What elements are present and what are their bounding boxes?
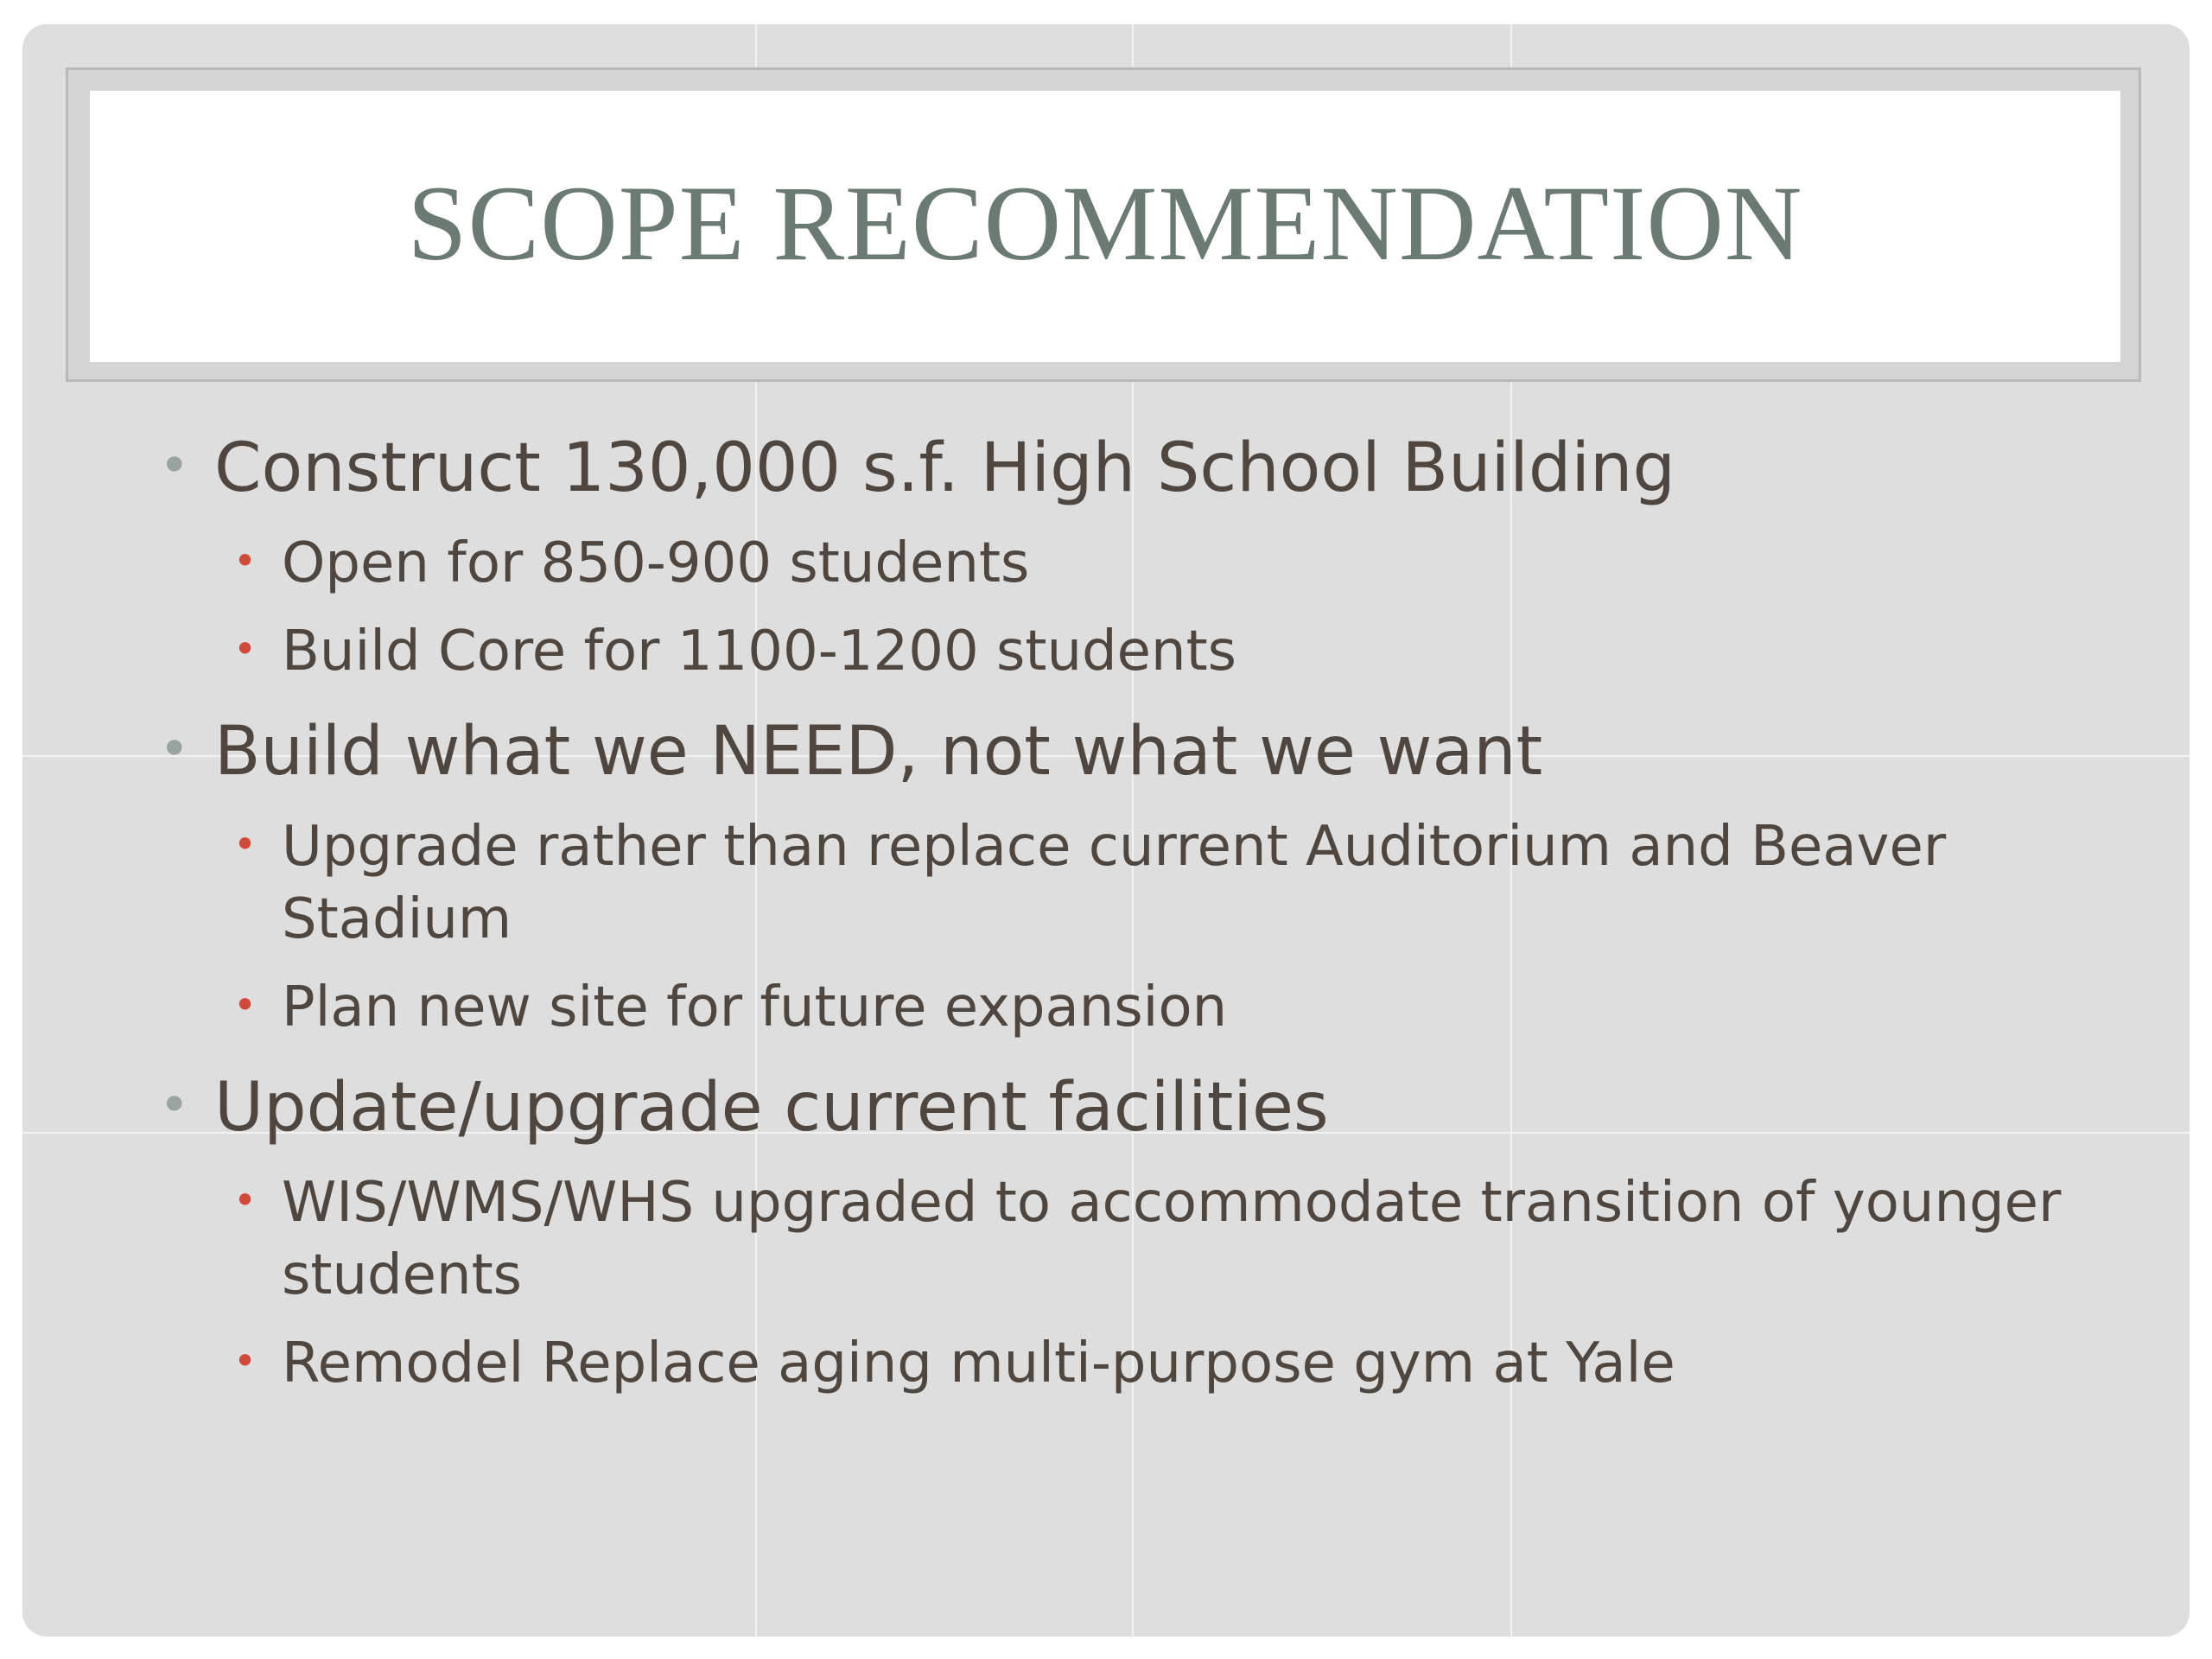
sub-bullet-item — [233, 1166, 2065, 1312]
sub-bullet-marker: • — [233, 537, 257, 584]
sub-bullet-text: Remodel Replace aging multi-purpose gym at Yale — [282, 1332, 1675, 1395]
bullet-text: Update/upgrade current facilities — [214, 1069, 1329, 1147]
sub-bullet-marker: • — [233, 821, 257, 868]
sub-bullet-item — [233, 527, 1029, 600]
sub-bullet-marker: • — [233, 626, 257, 672]
sub-bullet-text: Upgrade rather than replace current Auditorium and Beaver Stadium — [282, 815, 1947, 951]
bullet-item — [159, 1066, 1329, 1149]
bullet-list — [22, 24, 2190, 1637]
sub-bullet-marker: • — [233, 1177, 257, 1224]
bullet-item — [159, 710, 1542, 793]
slide — [22, 24, 2190, 1637]
sub-bullet-text: Plan new site for future expansion — [282, 976, 1228, 1039]
sub-bullet-text: Build Core for 1100-1200 students — [282, 620, 1236, 683]
sub-bullet-marker: • — [233, 982, 257, 1028]
bullet-marker: • — [159, 719, 190, 779]
sub-bullet-text: Open for 850-900 students — [282, 531, 1030, 595]
bullet-marker: • — [159, 435, 190, 496]
sub-bullet-text: WIS/WMS/WHS upgraded to accommodate transition of younger students — [282, 1171, 2062, 1307]
sub-bullet-item — [233, 810, 1996, 956]
bullet-text: Build what we NEED, not what we want — [214, 713, 1543, 791]
bullet-marker: • — [159, 1075, 190, 1135]
sub-bullet-marker: • — [233, 1338, 257, 1384]
sub-bullet-item — [233, 1327, 1675, 1400]
bullet-item — [159, 427, 1675, 510]
sub-bullet-item — [233, 615, 1236, 688]
bullet-text: Construct 130,000 s.f. High School Building — [214, 429, 1675, 507]
slide-title: SCOPE RECOMMENDATION — [407, 164, 1803, 283]
sub-bullet-item — [233, 971, 1227, 1044]
